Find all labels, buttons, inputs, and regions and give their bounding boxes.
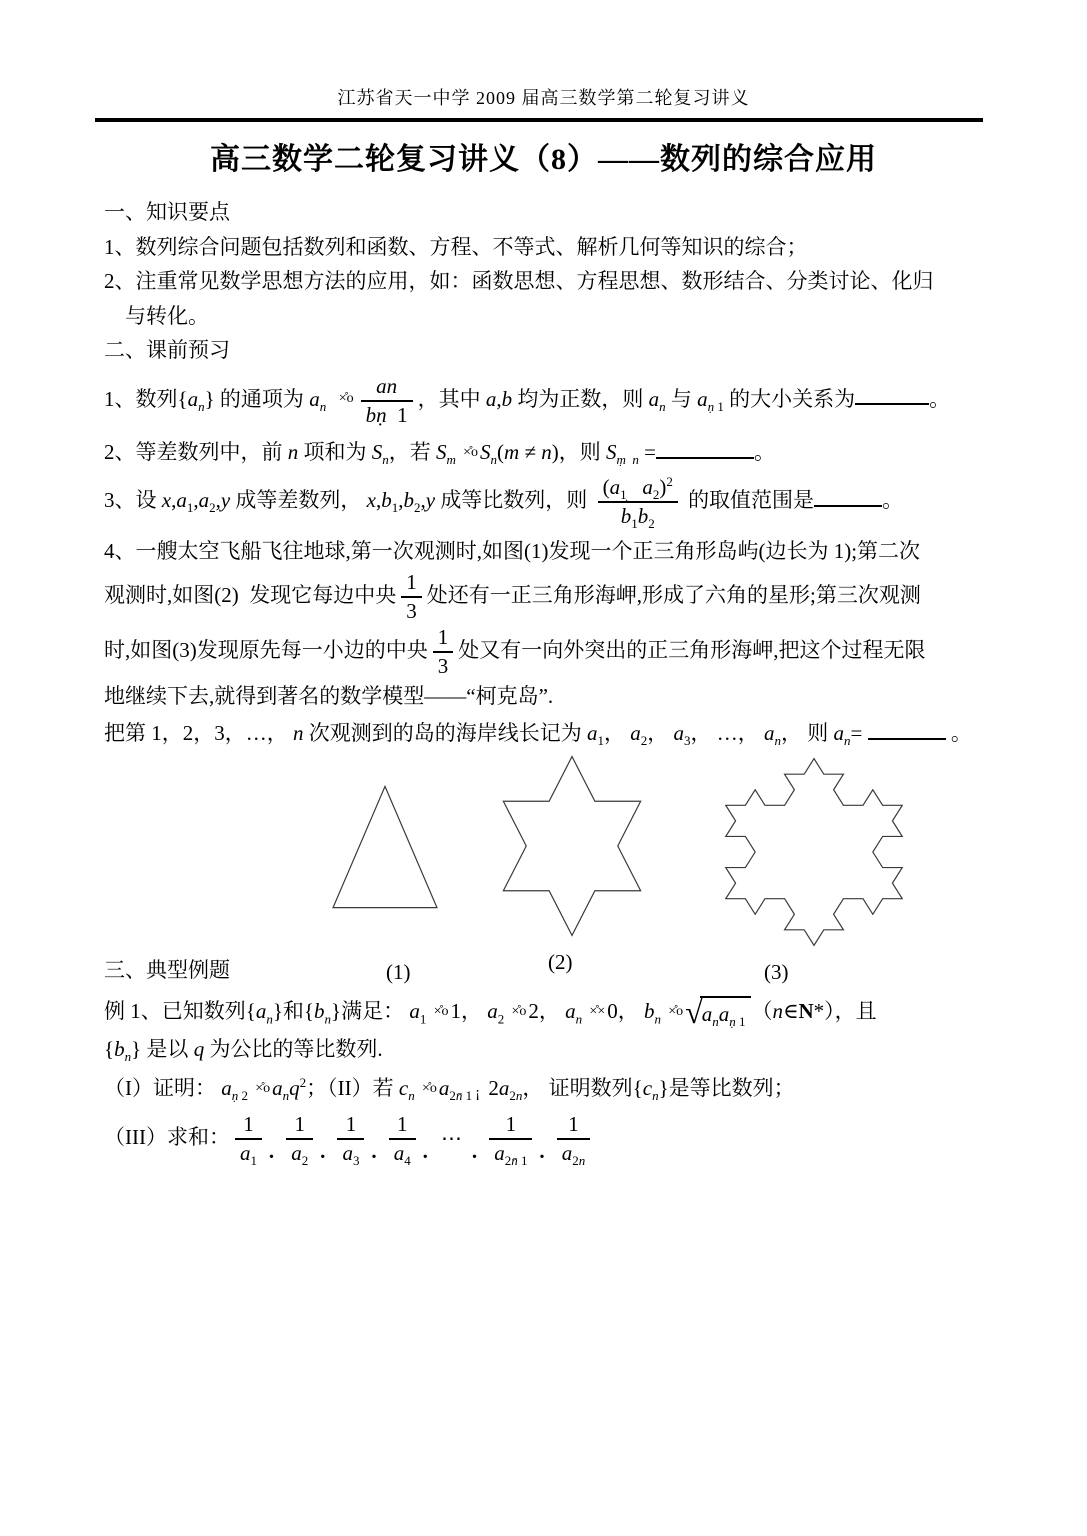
header-divider <box>95 118 983 122</box>
knowledge-item-2-cont: 与转化。 <box>125 303 209 328</box>
document-header: 江苏省天一中学 2009 届高三数学第二轮复习讲义 <box>337 88 750 108</box>
figure-hexagram-star <box>502 755 642 937</box>
preview-question-4-line2: 观测时,如图(2) 发现它每边中央 $\frac{1}{3}$ 处还有一正三角形海岬,形成了六角的星形;第三次观测 <box>104 569 921 624</box>
figure-label-2: (2) <box>548 950 573 975</box>
preview-question-4-line1: 4、一艘太空飞船飞往地球,第一次观测时,如图(1)发现一个正三角形岛屿(边长为 1);第二次 <box>104 539 921 564</box>
section2-heading: 二、课前预习 <box>104 338 230 362</box>
example1-line2: $\{b_n\}$ 是以 q 为公比的等比数列. <box>104 1036 383 1065</box>
preview-question-4-line3: 时,如图(3)发现原先每一小边的中央 $\frac{1}{3}$ 处又有一向外突出的正三角形海岬,把这个过程无限 <box>104 625 926 679</box>
figure-label-3: (3) <box>764 960 789 985</box>
figure-label-row <box>104 950 987 993</box>
section1-heading: 一、知识要点 <box>104 200 230 224</box>
figure-triangle <box>332 785 438 909</box>
section3-heading: 三、典型例题 <box>104 958 230 983</box>
figure-koch-snowflake <box>724 757 904 947</box>
preview-question-4-line5: 把第 1，2，3，…， n 次观测到的岛的海岸线长记为 $a_1$， $a_2$， $a_3$， …， $a_n$， 则 $a_n=$ 。 <box>104 716 987 750</box>
figure-label-1: (1) <box>386 960 411 985</box>
document-body <box>0 178 1087 1169</box>
page-title: 高三数学二轮复习讲义（8）——数列的综合应用 <box>210 143 877 176</box>
preview-question-1: 1、数列$\{a_n\}$ 的通项为 $a_n$ ×̊o $\frac{an}{\text{bṇ 1}}$ ，其中 a,b 均为正数，则 $a_n$ 与 $a_{ṇ 1}$ 的大小关系为 。 <box>104 373 951 427</box>
preview-question-2: 2、等差数列中，前 n 项和为 $S_n$，若 $S_m$ $\times̊oS_n(m \ne n)$，则 $S_{ṃ n}$ = 。 <box>104 435 987 469</box>
preview-question-3: 3、设 $x,a_1,a_2,y$ 成等差数列， $x,b_1,b_2,y$ 成等比数列，则 $\frac{(a_{1̣} a_2)^2}{b_1b_2}$ 的取值范围是 。 <box>104 474 904 532</box>
example1-line1: 例 1、已知数列$\{a_n\}$和$\{b_n\}$满足： $a_1$ ×̊o1， $a_2$ ×̊o2， $a_n$ ×̊×0， $b_n$ $\times̊o√a_na_{ṇ 1}$ （n∈N*），且 <box>104 994 877 1031</box>
example1-parts-line1: （I）证明： $a_{ṇ 2}$ $\times̊oa_nq^2$；（II）若 $c_n$ $\times̊oa_{2n̄ 1}$ ¡ $2a_{2n}$， 证明数列$\{c_n\}$是等比数列； <box>104 1075 795 1104</box>
example1-parts-line2: （III）求和： $\frac{1}{a_1}$ . $\frac{1}{a_2}$ . $\frac{1}{a_3}$ . $\frac{1}{a_4}$ . ⋯. $\frac{1}{a_{2n̄ 1}}$ . $\frac{1}{a_{2n}}$ <box>104 1113 987 1165</box>
preview-question-4-line4: 地继续下去,就得到著名的数学模型——“柯克岛”. <box>104 684 554 709</box>
knowledge-item-2: 2、注重常见数学思想方法的应用，如：函数思想、方程思想、数形结合、分类讨论、化归 <box>104 269 934 293</box>
figure-row <box>104 755 987 953</box>
knowledge-item-1: 1、数列综合问题包括数列和函数、方程、不等式、解析几何等知识的综合； <box>104 234 808 259</box>
